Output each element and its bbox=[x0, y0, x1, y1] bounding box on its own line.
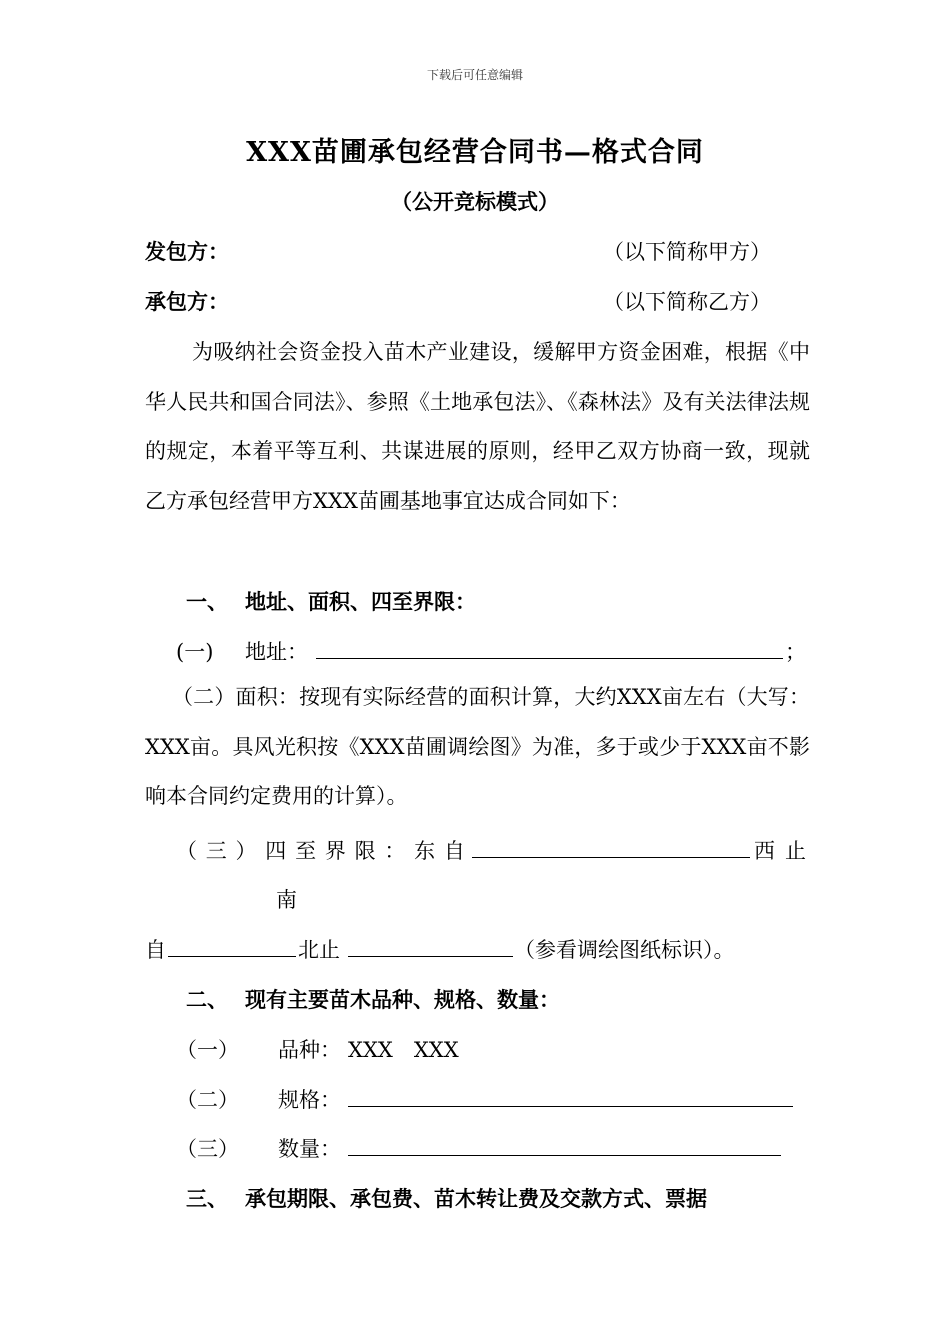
section3-title: 承包期限、承包费、苗木转让费及交款方式、票据 bbox=[245, 1186, 707, 1211]
address-number: (一) bbox=[176, 640, 214, 664]
section1-title: 地址、面积、四至界限： bbox=[245, 589, 476, 614]
bounds-east-label: （ 三 ） 四 至 界 限 ： 东 自 bbox=[176, 839, 465, 863]
bounds-note: （参看调绘图纸标识）。 bbox=[514, 938, 735, 962]
section3-number: 三、 bbox=[186, 1186, 228, 1211]
spec-blank bbox=[348, 1084, 793, 1107]
variety-label: 品种： bbox=[278, 1038, 341, 1062]
document-title: XXX苗圃承包经营合同书—格式合同 bbox=[246, 137, 704, 168]
address-blank bbox=[316, 636, 783, 659]
section2-number: 二、 bbox=[186, 987, 228, 1012]
north-bound-blank bbox=[348, 934, 513, 957]
address-end: ； bbox=[785, 640, 806, 664]
intro-paragraph: 为吸纳社会资金投入苗木产业建设，缓解甲方资金困难，根据《中华人民共和国合同法》、参照《土地承包法》、《森林法》及有关法律法规的规定，本着平等互利、共谋进展的原则，经甲乙双方协商一致，现就乙方承包经营甲方XXX苗圃基地事宜达成合同如下： bbox=[145, 340, 810, 513]
north-label: 北止 bbox=[298, 938, 340, 962]
page-header: 下载后可任意编辑 bbox=[426, 68, 523, 82]
west-label: 西 止 bbox=[754, 839, 806, 863]
south-from-label: 自 bbox=[145, 938, 166, 962]
party-b-note: （以下简称乙方） bbox=[603, 290, 771, 314]
party-b-label: 承包方： bbox=[145, 289, 229, 314]
quantity-label: 数量： bbox=[278, 1137, 341, 1161]
south-label: 南 bbox=[276, 888, 297, 912]
variety-value: XXX XXX bbox=[348, 1038, 459, 1062]
section1-number: 一、 bbox=[186, 589, 228, 614]
spec-number: （二） bbox=[176, 1088, 239, 1112]
party-a-note: （以下简称甲方） bbox=[603, 240, 771, 264]
spec-label: 规格： bbox=[278, 1088, 341, 1112]
document-subtitle: （公开竞标模式） bbox=[391, 189, 559, 214]
party-a-label: 发包方： bbox=[145, 239, 229, 264]
quantity-blank bbox=[348, 1133, 781, 1156]
area-paragraph: （二）面积：按现有实际经营的面积计算，大约XXX亩左右（大写：XXX亩。具风光积按《XXX苗圃调绘图》为准，多于或少于XXX亩不影响本合同约定费用的计算）。 bbox=[145, 685, 810, 808]
section2-title: 现有主要苗木品种、规格、数量： bbox=[245, 987, 560, 1012]
address-label: 地址： bbox=[245, 640, 308, 664]
quantity-number: （三） bbox=[176, 1137, 239, 1161]
variety-number: （一） bbox=[176, 1038, 239, 1062]
south-bound-blank bbox=[168, 934, 296, 957]
east-bound-blank bbox=[472, 835, 750, 858]
